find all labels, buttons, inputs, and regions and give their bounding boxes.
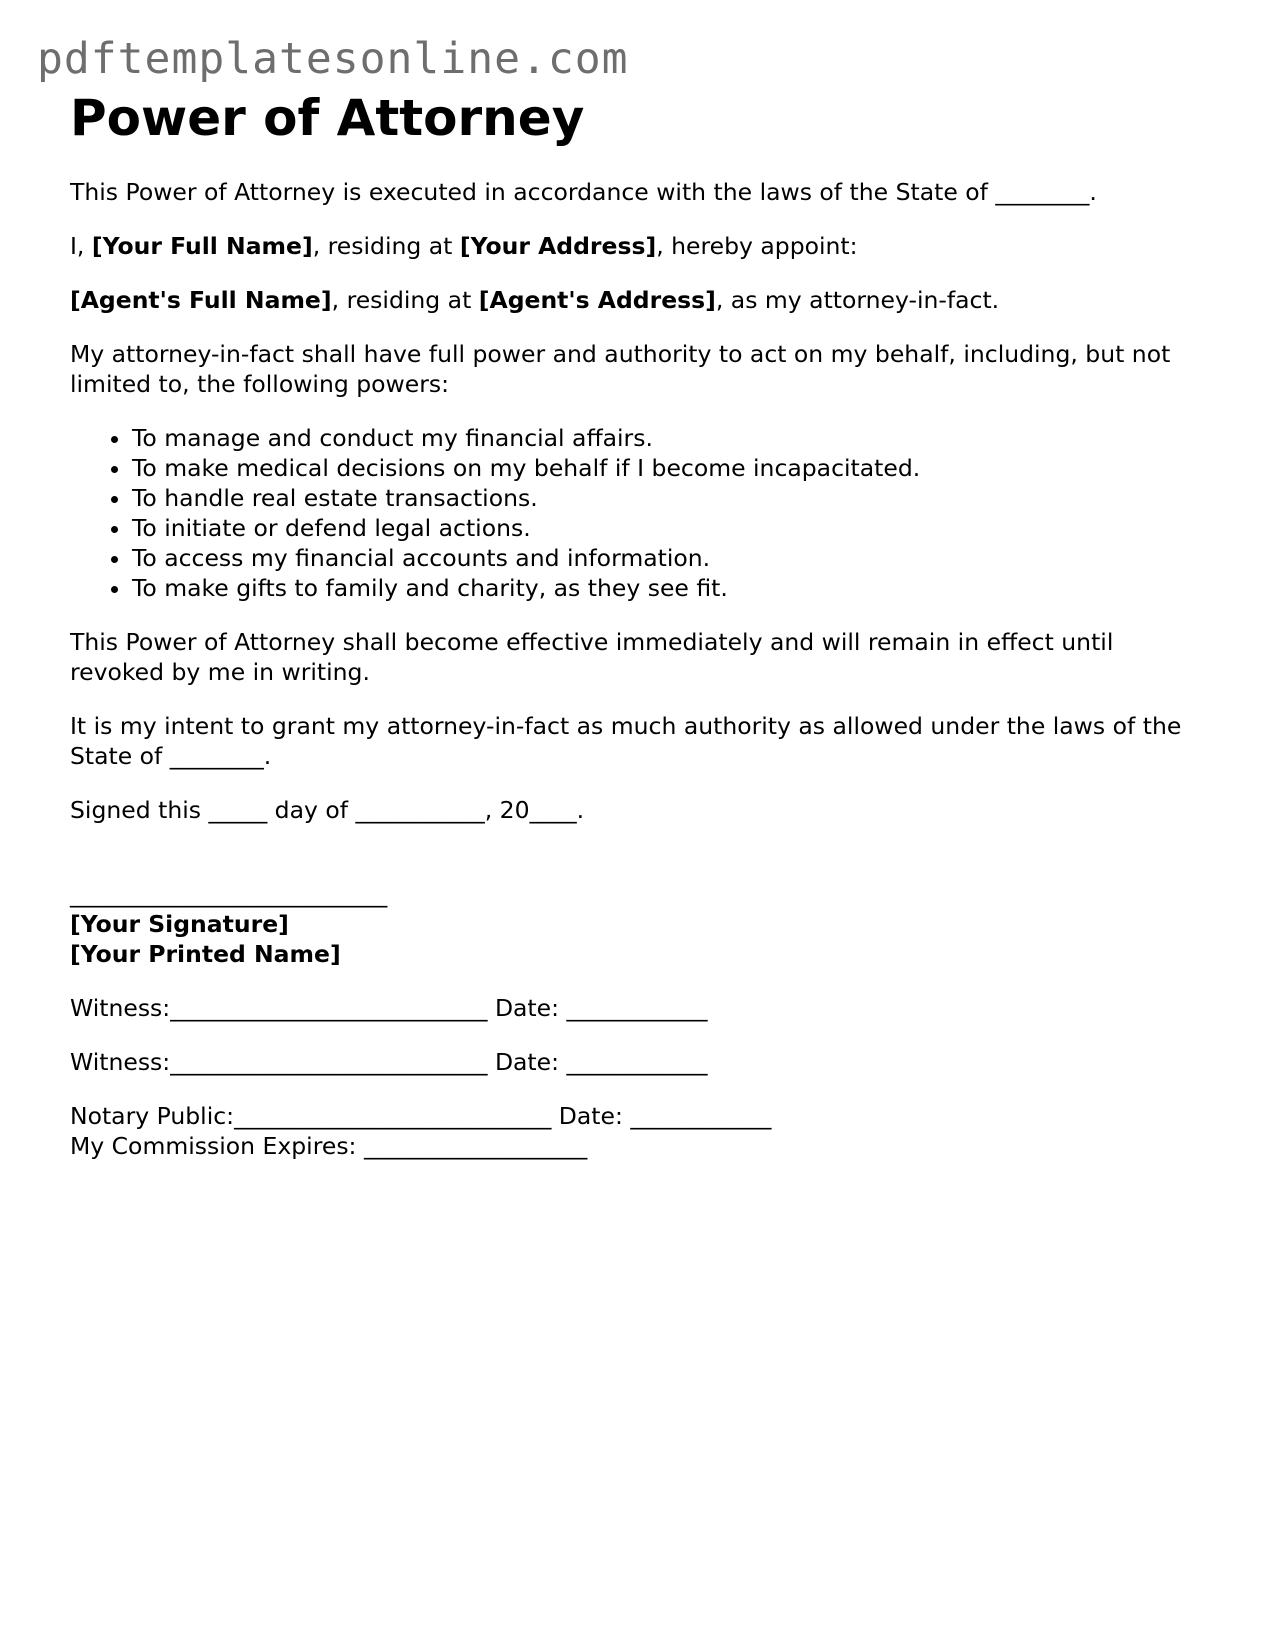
agent-paragraph (70, 285, 1210, 315)
list-item: • To make gifts to family and charity, as they see fit. (132, 573, 1210, 603)
list-item: • To make medical decisions on my behalf if I become incapacitated. (132, 453, 1210, 483)
document-title: Power of Attorney (70, 89, 585, 147)
agent-name-placeholder: [Agent's Full Name] (70, 286, 332, 314)
document-body (70, 88, 1210, 1161)
principal-address-placeholder: [Your Address] (459, 232, 657, 260)
notary-line: Notary Public:___________________________ Date: ____________ (70, 1102, 772, 1130)
powers-intro-paragraph: My attorney-in-fact shall have full power and authority to act on my behalf, including, but not limited to, the following powers: (70, 340, 1171, 398)
intro-paragraph: This Power of Attorney is executed in accordance with the laws of the State of ________. (70, 178, 1097, 206)
watermark: pdftemplatesonline.com (37, 34, 629, 84)
list-item: • To handle real estate transactions. (132, 483, 1210, 513)
principal-name-placeholder: [Your Full Name] (91, 232, 313, 260)
witness-line-1: Witness:___________________________ Date: ____________ (70, 994, 708, 1022)
appointment-suffix: , hereby appoint: (656, 232, 858, 260)
list-item: • To access my financial accounts and information. (132, 543, 1210, 573)
agent-suffix: , as my attorney-in-fact. (715, 286, 1000, 314)
commission-expires-line: My Commission Expires: ___________________ (70, 1132, 588, 1160)
signature-label: [Your Signature] (70, 910, 289, 938)
signed-date-line: Signed this _____ day of ___________, 20____. (70, 796, 585, 824)
witness-line-2: Witness:___________________________ Date: ____________ (70, 1048, 708, 1076)
appointment-prefix: I, (70, 232, 92, 260)
list-item: • To manage and conduct my financial affairs. (132, 423, 1210, 453)
appointment-middle: , residing at (312, 232, 460, 260)
list-item: • To initiate or defend legal actions. (132, 513, 1210, 543)
intent-paragraph: It is my intent to grant my attorney-in-fact as much authority as allowed under the laws of the State of ________. (70, 712, 1182, 770)
agent-middle: , residing at (331, 286, 479, 314)
signature-line: ___________________________ (70, 880, 388, 908)
agent-address-placeholder: [Agent's Address] (478, 286, 716, 314)
printed-name-label: [Your Printed Name] (70, 940, 341, 968)
appointment-paragraph (70, 231, 1210, 261)
effective-paragraph: This Power of Attorney shall become effective immediately and will remain in effect until revoked by me in writing. (70, 628, 1114, 686)
powers-list (70, 423, 1210, 603)
